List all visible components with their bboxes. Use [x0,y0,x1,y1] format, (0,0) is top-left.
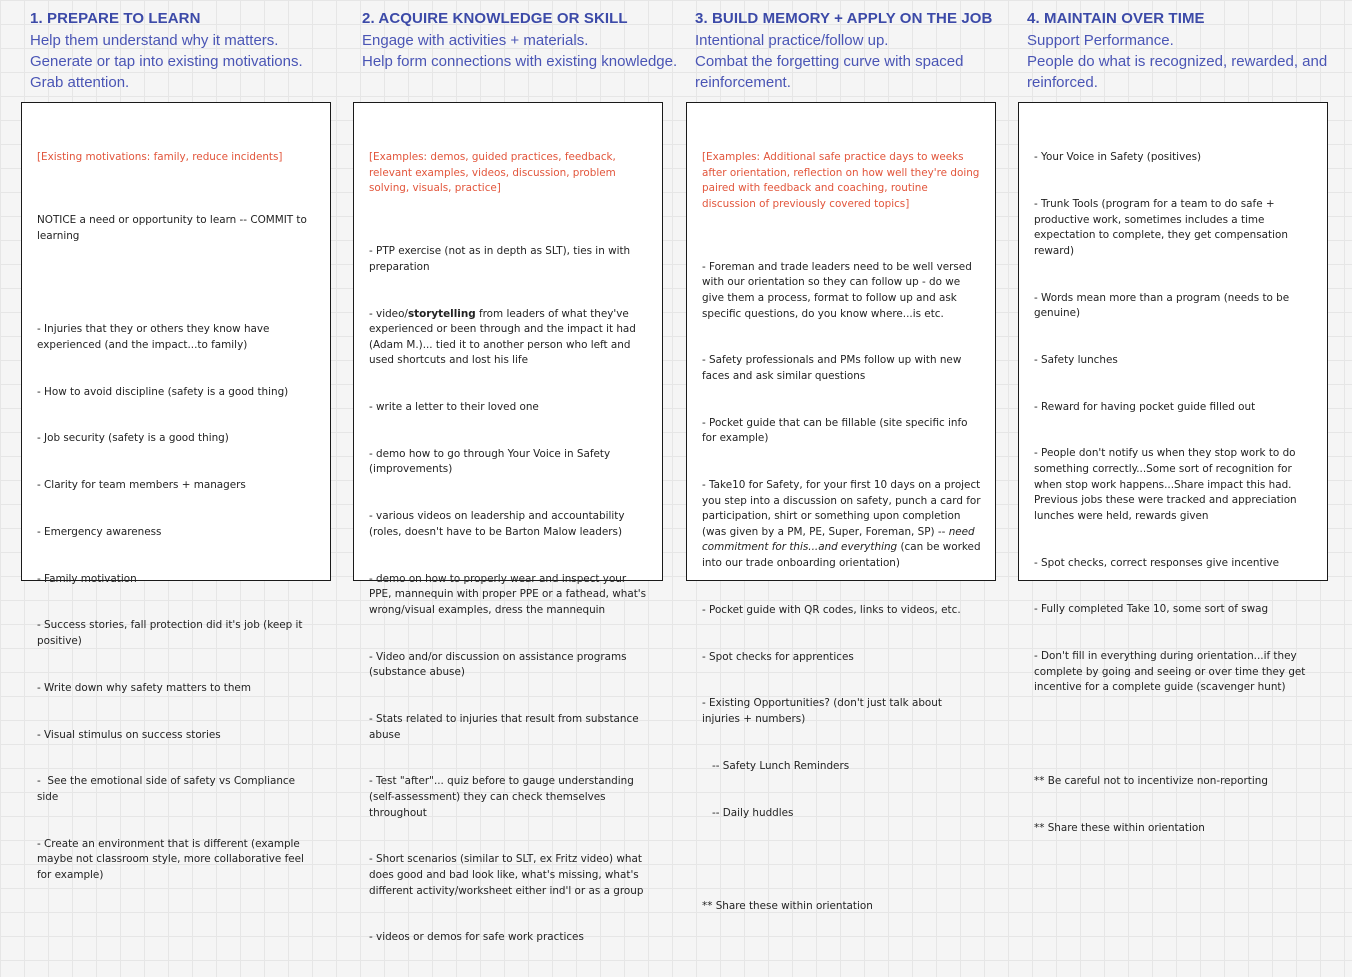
column-1-highlight: [Existing motivations: family, reduce incidents] [37,151,283,164]
card-line: - Fully completed Take 10, some sort of swag [1034,603,1269,616]
column-4-header [1027,8,1347,93]
card-line: - demo on how to properly wear and inspect your PPE, mannequin with proper PPE or a fathead, what's wrong/visual examples, dress the mannequin [369,572,650,616]
card-line: - Foreman and trade leaders need to be well versed with our orientation so they can follow up - do we give them a process, format to follow up and ask specific questions, do you know where...is etc. [702,260,976,320]
card-line: NOTICE a need or opportunity to learn -- COMMIT to learning [37,213,311,242]
card-line: ** Share these within orientation [702,900,873,913]
card-line [369,307,648,369]
column-1-header [30,8,350,93]
card-line: - Injuries that they or others they know have experienced (and the impact...to family) [37,323,273,351]
card-line: - Your Voice in Safety (positives) [1034,151,1202,164]
card-line: ** Be careful not to incentivize non-reporting [1034,774,1268,787]
card-line: - See the emotional side of safety vs Compliance side [37,775,299,803]
card-line-suffix: from leaders of what they've experienced or been through and the impact it had (Adam M.)... tied it to another person who left and used shortcuts and lost his life [369,307,640,367]
column-4-card-text [1034,119,1313,868]
card-line: - Reward for having pocket guide filled out [1034,400,1256,413]
card-line: -- Daily huddles [712,806,794,819]
card-line: - Safety professionals and PMs follow up with new faces and ask similar questions [702,354,965,382]
column-3-card-text [702,119,984,946]
card-line: - Spot checks, correct responses give incentive [1034,556,1280,569]
card-line: - Stats related to injuries that result from substance abuse [369,712,642,741]
column-2-card[interactable] [353,102,663,944]
card-line [702,852,981,868]
bold-word: storytelling [407,307,476,320]
italic-note: need commitment for this...and everything [702,525,978,554]
column-4-title: 4. MAINTAIN OVER TIME [1027,10,1205,27]
card-line: - Visual stimulus on success stories [37,728,221,741]
column-4-subtitle-2: People do what is recognized, rewarded, and reinforced. [1027,53,1328,91]
card-line: - Test "after"... quiz before to gauge understanding (self-assessment) they can check themselves throughout [369,775,638,819]
card-line: - demo how to go through Your Voice in Safety (improvements) [369,447,614,476]
card-line: - Video and/or discussion on assistance programs (substance abuse) [369,650,630,679]
column-4-card[interactable] [1018,102,1328,834]
card-line: - videos or demos for safe work practices [369,931,584,944]
card-line: - Write down why safety matters to them [37,681,251,694]
column-3-subtitle-2: Combat the forgetting curve with spaced reinforcement. [695,53,964,91]
column-2-card-text [369,119,648,977]
card-line: - Family motivation [37,572,137,585]
column-1-card-text [37,119,316,915]
card-line: - People don't notify us when they stop work to do something correctly...Some sort of recognition for when stop work happens...Share impact this had. Previous jobs these were tracked and appreciation lunches were held, rewards given [1034,447,1300,522]
column-1-subtitle-3: Grab attention. [30,74,130,91]
card-line: - Pocket guide with QR codes, links to videos, etc. [702,603,961,616]
card-line: -- Safety Lunch Reminders [712,759,850,772]
card-line: - Words mean more than a program (needs to be genuine) [1034,291,1293,320]
card-line: - Safety lunches [1034,353,1118,366]
column-2-subtitle-2: Help form connections with existing knowledge. [362,53,678,70]
column-4-subtitle-1: Support Performance. [1027,32,1174,49]
card-line-suffix: (can be worked into our trade onboarding orientation) [702,541,984,570]
card-line-prefix: - Take10 for Safety, for your first 10 days on a project you step into a discussion on safety, punch a card for participation, shirt or something upon completion (was given by a PM, PE, Super, Foreman, SP) -- [702,479,984,538]
card-line: - various videos on leadership and accountability (roles, doesn't have to be Barton Malow leaders) [369,510,628,538]
card-line: - Short scenarios (similar to SLT, ex Fritz video) what does good and bad look like, what's missing, what's different activity/worksheet either ind'l or as a group [369,853,646,897]
card-line: - Emergency awareness [37,525,162,538]
column-1-title: 1. PREPARE TO LEARN [30,10,201,27]
column-1-subtitle-2: Generate or tap into existing motivations. [30,53,303,70]
card-line: - Trunk Tools (program for a team to do safe + productive work, sometimes includes a time expectation to complete, they get compensation reward) [1034,197,1292,257]
card-line: - Job security (safety is a good thing) [37,432,229,445]
card-line: - How to avoid discipline (safety is a good thing) [37,385,289,398]
column-3-card[interactable] [686,102,996,913]
column-3-subtitle-1: Intentional practice/follow up. [695,32,889,49]
card-line: - Create an environment that is different (example maybe not classroom style, more collaborative feel for example) [37,837,308,881]
column-3-highlight: [Examples: Additional safe practice days to weeks after orientation, reflection on how well they're doing paired with feedback and coaching, routine discussion of previously covered topics] [702,151,983,210]
column-2-header [362,8,682,72]
column-3-header [695,8,1015,93]
column-1-card[interactable] [21,102,331,881]
card-line: - Don't fill in everything during orientation...if they complete by going and seeing or over time they get incentive for a complete guide (scavenger hunt) [1034,650,1309,694]
column-2-subtitle-1: Engage with activities + materials. [362,32,589,49]
card-line [37,275,316,291]
card-line [702,478,984,572]
column-2-highlight: [Examples: demos, guided practices, feedback, relevant examples, videos, discussion, problem solving, visuals, practice] [369,151,620,195]
card-line: ** Share these within orientation [1034,821,1205,834]
card-line: - Success stories, fall protection did it's job (keep it positive) [37,619,306,647]
column-1-subtitle-1: Help them understand why it matters. [30,32,279,49]
card-line [1034,727,1313,743]
card-line: - Pocket guide that can be fillable (site specific info for example) [702,416,971,445]
card-line: - Spot checks for apprentices [702,650,854,663]
card-line: - Clarity for team members + managers [37,479,246,492]
column-3-title: 3. BUILD MEMORY + APPLY ON THE JOB [695,10,993,27]
card-line: - write a letter to their loved one [369,401,539,414]
card-line: - PTP exercise (not as in depth as SLT), ties in with preparation [369,245,634,273]
column-2-title: 2. ACQUIRE KNOWLEDGE OR SKILL [362,10,628,27]
card-line: - Existing Opportunities? (don't just talk about injuries + numbers) [702,697,946,725]
card-line-prefix: - video/ [369,307,408,320]
